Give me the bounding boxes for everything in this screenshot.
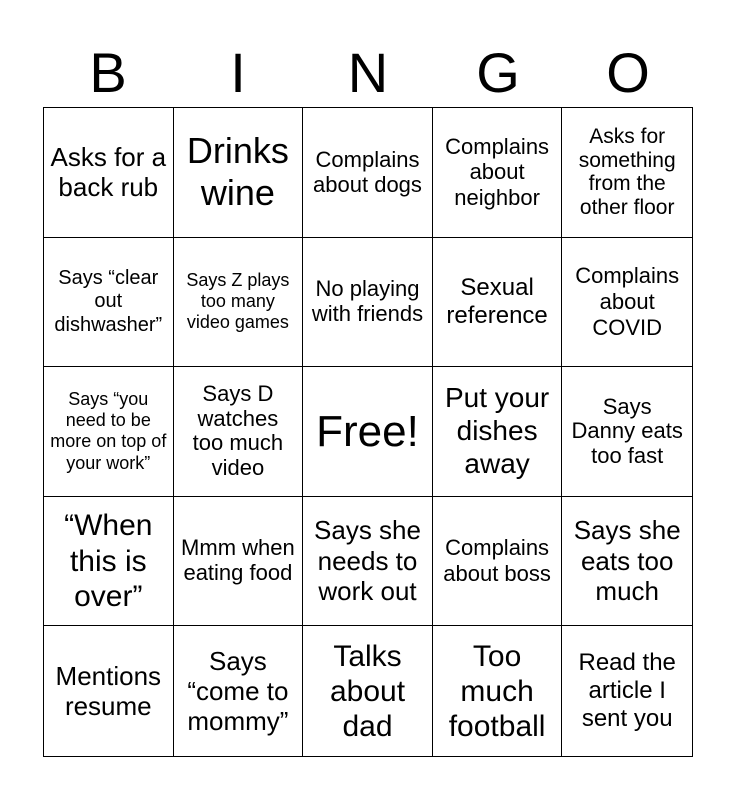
bingo-cell[interactable] — [174, 497, 304, 627]
bingo-cell[interactable] — [433, 626, 563, 756]
bingo-cell[interactable] — [44, 626, 174, 756]
cell-text: Talks about dad — [329, 639, 406, 743]
bingo-cell[interactable] — [44, 238, 174, 368]
bingo-cell[interactable] — [44, 108, 174, 238]
bingo-cell[interactable] — [433, 238, 563, 368]
cell-text: No playing with friends — [311, 276, 424, 326]
header-letter-b: B — [89, 41, 127, 104]
bingo-cell[interactable] — [562, 626, 692, 756]
header-letter-i: I — [230, 41, 246, 104]
cell-text: Complains about dogs — [313, 146, 422, 198]
cell-text: Mmm when eating food — [181, 535, 295, 586]
cell-text: “When this is over” — [64, 509, 153, 613]
cell-text: Says “you need to be more on top of your work” — [50, 389, 167, 473]
cell-text: Says “come to mommy” — [187, 645, 289, 737]
bingo-cell[interactable] — [433, 108, 563, 238]
bingo-cell[interactable] — [433, 367, 563, 497]
bingo-cell[interactable] — [562, 108, 692, 238]
cell-text: Asks for something from the other floor — [578, 125, 676, 219]
bingo-header — [43, 40, 693, 106]
cell-text: Mentions resume — [55, 660, 162, 722]
cell-text: Says “clear out dishwasher” — [54, 266, 163, 336]
bingo-cell[interactable] — [174, 367, 304, 497]
bingo-board — [43, 107, 693, 757]
bingo-cell[interactable] — [303, 497, 433, 627]
bingo-cell[interactable] — [44, 367, 174, 497]
header-letter-g: G — [476, 41, 520, 104]
cell-text: Put your dishes away — [444, 382, 550, 479]
bingo-cell[interactable] — [562, 367, 692, 497]
cell-text: Sexual reference — [446, 273, 548, 329]
header-letter-o: O — [606, 41, 650, 104]
cell-text: Complains about COVID — [575, 263, 680, 340]
cell-text: Says D watches too much video — [192, 381, 284, 481]
bingo-cell[interactable] — [562, 238, 692, 368]
cell-text: Says Danny eats too fast — [571, 393, 683, 468]
cell-text: Says she needs to work out — [314, 515, 421, 607]
free-space[interactable] — [303, 367, 433, 497]
bingo-cell[interactable] — [433, 497, 563, 627]
bingo-cell[interactable] — [303, 238, 433, 368]
bingo-cell[interactable] — [174, 626, 304, 756]
cell-text: Drinks wine — [186, 130, 289, 214]
header-letter-n: N — [347, 41, 389, 104]
free-space-label: Free! — [316, 406, 419, 456]
cell-text: Too much football — [448, 639, 546, 743]
cell-text: Complains about neighbor — [445, 133, 550, 211]
bingo-cell[interactable] — [44, 497, 174, 627]
cell-text: Says she eats too much — [573, 515, 681, 607]
bingo-cell[interactable] — [174, 108, 304, 238]
cell-text: Asks for a back rub — [50, 141, 167, 203]
bingo-cell[interactable] — [303, 108, 433, 238]
cell-text: Complains about boss — [443, 535, 551, 587]
bingo-cell[interactable] — [303, 626, 433, 756]
cell-text: Read the article I sent you — [578, 649, 676, 733]
bingo-cell[interactable] — [562, 497, 692, 627]
bingo-cell[interactable] — [174, 238, 304, 368]
cell-text: Says Z plays too many video games — [186, 270, 290, 333]
